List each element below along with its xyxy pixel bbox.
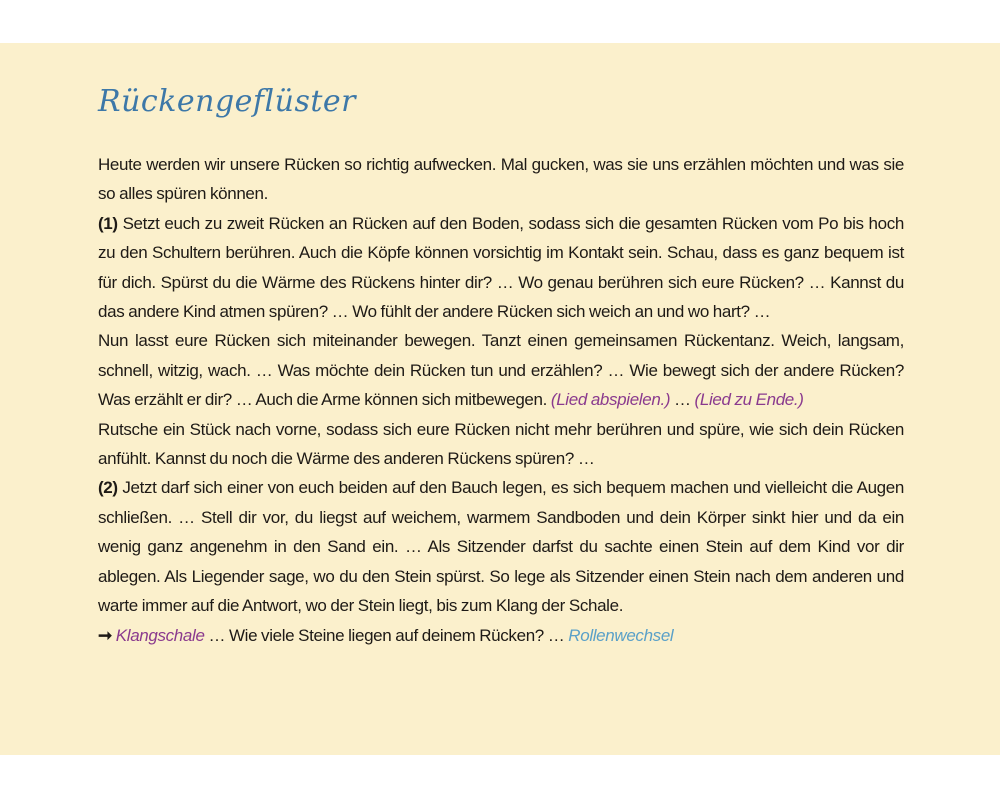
cue-song-play: (Lied abspielen.)	[550, 390, 671, 410]
page-title: Rückengeflüster	[98, 84, 356, 119]
cue-role-switch: Rollenwechsel	[568, 625, 674, 645]
section-1-number: (1)	[98, 213, 118, 233]
intro-text: Heute werden wir unsere Rücken so richtig aufwecken. Mal gucken, was sie uns erzählen möchten und was sie so alles spüren können.	[98, 155, 904, 204]
final-paragraph	[98, 621, 904, 650]
dance-paragraph	[98, 326, 904, 414]
cue-song-end: (Lied zu Ende.)	[694, 390, 804, 410]
cue-singing-bowl: Klangschale	[115, 625, 205, 645]
exercise-text	[98, 150, 904, 650]
slide-text: Rutsche ein Stück nach vorne, sodass sich eure Rücken nicht mehr berühren und spüre, wie sich dein Rücken anfühlt. Kannst du noch die Wärme des anderen Rückens spüren? …	[98, 419, 904, 469]
section-2-text: Jetzt darf sich einer von euch beiden auf den Bauch legen, es sich bequem machen und vielleicht die Augen schließen. … Stell dir vor, du liegst auf weichem, warmem Sandboden und dein Körper sinkt hier und da ein wenig ganz angenehm in den Sand ein. … Als Sitzender darfst du sachte einen Stein auf dem Kind vor dir ablegen. Als Liegender sage, wo du den Stein spürst. So lege als Sitzender einen Stein nach dem anderen und warte immer auf die Antwort, wo der Stein liegt, bis zum Klang der Schale.	[98, 478, 905, 616]
section-2-number: (2)	[98, 478, 118, 498]
right-arrow-icon: ➞	[98, 625, 112, 645]
section-2-paragraph	[98, 473, 904, 620]
section-1-paragraph	[98, 209, 904, 327]
slide-paragraph	[98, 415, 904, 474]
dance-text: Nun lasst eure Rücken sich miteinander bewegen. Tanzt einen gemeinsamen Rückentanz. Weich, langsam, schnell, witzig, wach. … Was möchte dein Rücken tun und erzählen? … Wie bewegt sich der andere Rücken? Was erzählt er dir? … Auch die Arme können sich mitbewegen.	[98, 331, 904, 410]
section-1-text: Setzt euch zu zweit Rücken an Rücken auf den Boden, sodass sich die gesamten Rücken vom Po bis hoch zu den Schultern berühren. Auch die Köpfe können vorsichtig im Kontakt sein. Schau, dass es ganz bequem ist für dich. Spürst du die Wärme des Rückens hinter dir? … Wo genau berühren sich eure Rücken? … Kannst du das andere Kind atmen spüren? … Wo fühlt der andere Rücken sich weich an und wo hart? …	[98, 213, 904, 322]
final-text: … Wie viele Steine liegen auf deinem Rücken? …	[208, 625, 565, 645]
dance-separator: …	[674, 390, 691, 410]
intro-paragraph	[98, 150, 904, 209]
